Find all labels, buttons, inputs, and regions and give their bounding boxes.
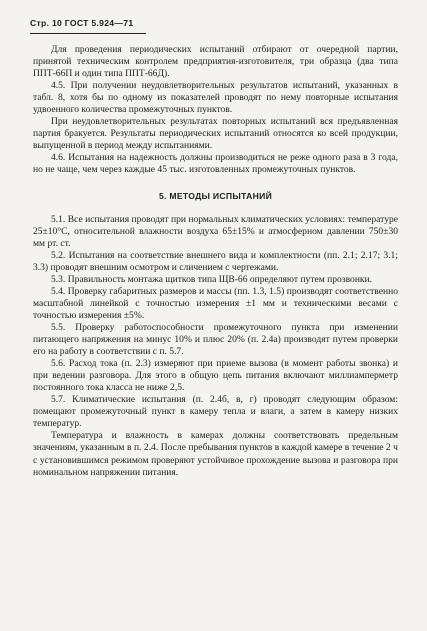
- page-header: Стр. 10 ГОСТ 5.924—71: [30, 18, 134, 28]
- paragraph: 4.5. При получении неудовлетворительных результатов испытаний, указанных в табл. 8, хотя бы по одному из показателей проводят по нему повторные испытания удвоенного количества промежуточных пунктов.: [33, 80, 398, 116]
- paragraph: 5.7. Климатические испытания (п. 2.4б, в, г) проводят следующим образом: помещают промежуточный пункт в камеру тепла и влаги, а затем в камеру низких температур.: [33, 394, 398, 430]
- paragraph: 4.6. Испытания на надежность должны производиться не реже одного раза в 3 года, но не чаще, чем через каждые 45 тыс. изготовленных промежуточных пунктов.: [33, 152, 398, 176]
- paragraph: При неудовлетворительных результатах повторных испытаний вся предъявленная партия бракуется. Результаты периодических испытаний относятся ко всей продукции, выпущенной в период между испытаниями.: [33, 116, 398, 152]
- paragraph: Для проведения периодических испытаний отбирают от очередной партии, принятой техническим контролем предприятия-изготовителя, три образца (два типа ППТ-66П и один типа ППТ-66Д).: [33, 44, 398, 80]
- document-body: [33, 44, 398, 479]
- paragraph: Температура и влажность в камерах должны соответствовать предельным значениям, указанным в п. 2.4. После пребывания пунктов в каждой камере в течение 2 ч с установившимся режимом проверяют устойчивое прохождение вызова и разговора при номинальном напряжении питания.: [33, 430, 398, 478]
- paragraph: 5.3. Правильность монтажа щитков типа ЩВ-66 определяют путем прозвонки.: [51, 273, 373, 285]
- paragraph: 5.1. Все испытания проводят при нормальных климатических условиях: температуре 25±10°С, относительной влажности воздуха 65±15% и атмосферном давлении 750±30 мм рт. ст.: [33, 213, 398, 249]
- paragraph: 5.6. Расход тока (п. 2.3) измеряют при приеме вызова (в момент работы звонка) и при ведении разговора. Для этого в общую цепь питания включают миллиамперметр постоянного тока класса не ниже 2,5.: [33, 358, 398, 394]
- paragraph: 5.2. Испытания на соответствие внешнего вида и комплектности (пп. 2.1; 2.17; 3.1; 3.3) проводят внешним осмотром и сличением с чертежами.: [33, 249, 398, 273]
- header-underline: [30, 33, 146, 34]
- section-title: 5. МЕТОДЫ ИСПЫТАНИЙ: [158, 190, 273, 201]
- paragraph: 5.5. Проверку работоспособности промежуточного пункта при изменении питающего напряжения на минус 10% и плюс 20% (п. 2.4а) производят путем проверки его на работу в соответствии с п. 5.7.: [33, 321, 398, 358]
- paragraph: 5.4. Проверку габаритных размеров и массы (пп. 1.3, 1.5) производят соответственно масштабной линейкой с точностью измерения ±1 мм и техническими весами с точностью измерения ±5%.: [33, 285, 398, 321]
